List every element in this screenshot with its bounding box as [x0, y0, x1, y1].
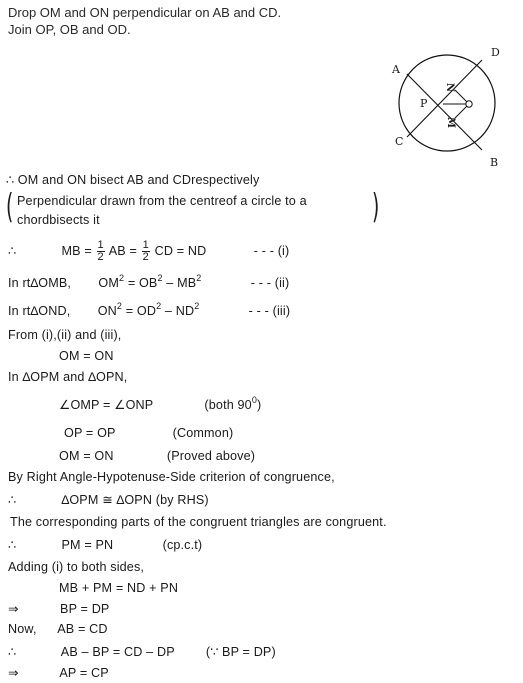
proof-line-eq-iii	[8, 301, 291, 318]
sup: 0	[251, 395, 257, 405]
proof-line-bp-dp	[8, 601, 110, 616]
proof-line-subtract	[8, 644, 276, 659]
label-p: P	[420, 97, 428, 110]
congruence-reason: (by RHS)	[155, 493, 209, 507]
proof-line-from: From (i),(ii) and (iii),	[8, 328, 122, 342]
bp-dp-equality: BP = DP	[60, 602, 110, 616]
eq-ii-label: In rt∆OMB,	[8, 276, 72, 290]
pm-pn-equality: PM = PN	[61, 538, 114, 552]
sup: 2	[119, 273, 125, 283]
circle	[399, 55, 495, 151]
intro-line-2: Join OP, OB and OD.	[8, 22, 131, 37]
implies-symbol: ⇒	[8, 666, 19, 680]
proof-line-conclusion	[8, 665, 109, 680]
sup: 2	[196, 273, 202, 283]
eq-ii-mb: – MB	[166, 276, 197, 290]
proof-line-adding: Adding (i) to both sides,	[8, 560, 145, 574]
sup: 2	[156, 301, 162, 311]
center-o	[466, 101, 472, 107]
pm-pn-reason: (cp.c.t)	[162, 538, 203, 552]
circle-figure	[385, 40, 515, 175]
therefore-symbol: ∴	[8, 645, 17, 659]
proof-line-angles	[59, 397, 261, 412]
label-n: N	[444, 82, 456, 93]
proof-line-reason-2: chordbisects it	[17, 213, 100, 227]
proof-line-bisect: ∴ OM and ON bisect AB and CDrespectively	[6, 173, 260, 187]
right-bracket: )	[372, 187, 380, 227]
eq-tag-iii: - - - (iii)	[248, 304, 291, 318]
eq-ii-om: OM	[98, 276, 119, 290]
eq-i-part-a: MB =	[61, 243, 92, 258]
proof-line-cpct-statement: The corresponding parts of the congruent triangles are congruent.	[10, 515, 387, 529]
circle-diagram	[385, 40, 515, 175]
now-label: Now,	[8, 622, 37, 636]
eq-iii-label: In rt∆OND,	[8, 304, 71, 318]
fraction-half-1: $\frac{1}{2}$	[97, 239, 104, 263]
congruence-statement: ∆OPM ≅ ∆OPN	[61, 493, 153, 507]
proof-line-triangles: In ∆OPM and ∆OPN,	[8, 370, 128, 384]
proof-line-eq-ii	[8, 273, 290, 290]
proof-line-eq-i	[8, 240, 289, 263]
angle-reason-close: )	[257, 398, 262, 412]
proof-line-sum: MB + PM = ND + PN	[59, 581, 179, 595]
op-reason: (Common)	[172, 426, 234, 440]
eq-ii-ob: = OB	[127, 276, 158, 290]
therefore-symbol: ∴	[8, 538, 17, 552]
sup: 2	[116, 301, 123, 311]
label-b: B	[490, 156, 499, 169]
eq-i-part-b: AB =	[108, 243, 138, 258]
eq-iii-on: ON	[97, 304, 117, 318]
subtract-equality: AB – BP = CD – DP	[60, 645, 175, 659]
ab-cd-equality: AB = CD	[57, 622, 108, 636]
therefore-symbol: ∴	[8, 243, 17, 258]
proof-line-om-on: OM = ON	[59, 349, 114, 363]
om-reason: (Proved above)	[166, 449, 256, 463]
sup: 2	[194, 301, 200, 311]
eq-iii-nd: – ND	[164, 304, 195, 318]
proof-line-op	[64, 426, 233, 440]
eq-i-part-c: CD = ND	[154, 243, 207, 258]
conclusion-equality: AP = CP	[59, 666, 109, 680]
eq-iii-od: = OD	[125, 304, 157, 318]
eq-tag-ii: - - - (ii)	[250, 276, 290, 290]
om-equality: OM = ON	[59, 449, 114, 463]
proof-line-reason-1: Perpendicular drawn from the centreof a circle to a	[17, 194, 307, 208]
sup: 2	[157, 273, 163, 283]
fraction-half-2: $\frac{1}{2}$	[142, 239, 149, 263]
label-d: D	[491, 46, 500, 59]
implies-symbol: ⇒	[8, 602, 19, 616]
angle-equality: ∠OMP = ∠ONP	[59, 398, 154, 412]
therefore-symbol: ∴	[8, 493, 17, 507]
eq-tag-i: - - - (i)	[253, 243, 290, 258]
proof-line-congruence	[8, 492, 209, 507]
intro-line-1: Drop OM and ON perpendicular on AB and CD.	[8, 5, 282, 20]
op-equality: OP = OP	[64, 426, 116, 440]
proof-line-om-on-2	[59, 449, 255, 463]
left-bracket: (	[6, 187, 14, 227]
proof-line-pm-pn	[8, 537, 202, 552]
proof-line-rhs-criterion: By Right Angle-Hypotenuse-Side criterion of congruence,	[8, 470, 335, 484]
label-m: M	[445, 116, 457, 129]
label-a: A	[392, 63, 400, 76]
proof-line-now	[8, 622, 108, 636]
label-c: C	[395, 135, 404, 148]
subtract-reason: (∵ BP = DP)	[205, 645, 276, 659]
angle-reason: (both 90	[204, 398, 252, 412]
